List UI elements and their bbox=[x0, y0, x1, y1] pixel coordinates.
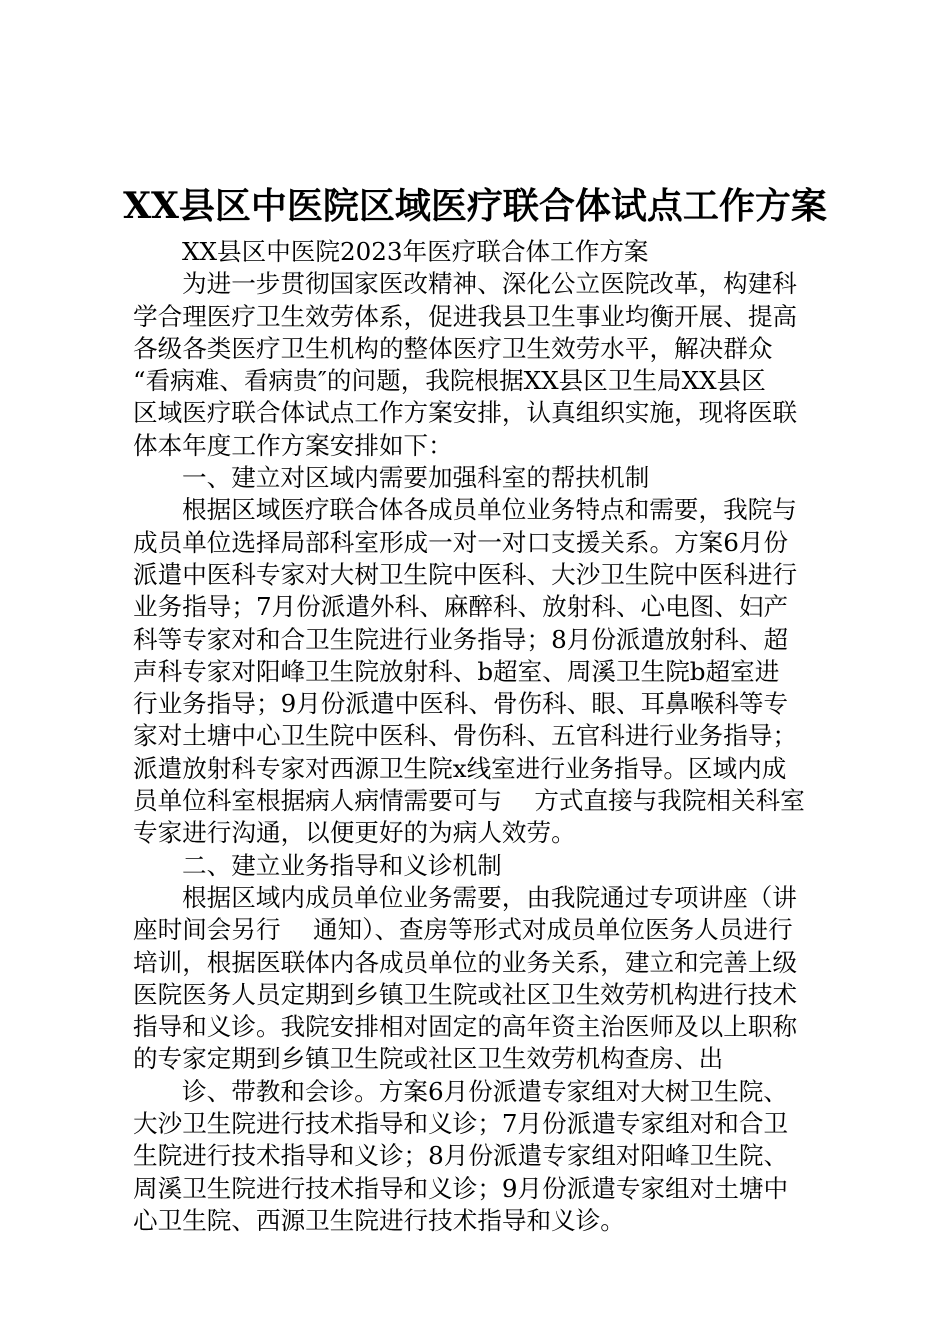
document-body bbox=[133, 236, 833, 1237]
paragraph-line: 成员单位选择局部科室形成一对一对口支援关系。方案6月份 bbox=[133, 527, 789, 557]
section-heading: 一、建立对区域内需要加强科室的帮扶机制 bbox=[182, 463, 650, 493]
section-heading: 二、建立业务指导和义诊机制 bbox=[182, 850, 502, 880]
paragraph-line: 根据区域内成员单位业务需要，由我院通过专项讲座（讲 bbox=[182, 882, 797, 912]
paragraph-line: 心卫生院、西源卫生院进行技术指导和义诊。 bbox=[133, 1205, 625, 1235]
paragraph-line: 业务指导；7月份派遣外科、麻醉科、放射科、心电图、妇产 bbox=[133, 592, 789, 622]
subtitle-line: XX县区中医院2023年医疗联合体工作方案 bbox=[182, 237, 649, 266]
paragraph-line: 周溪卫生院进行技术指导和义诊；9月份派遣专家组对土塘中 bbox=[133, 1173, 789, 1203]
paragraph-line: 指导和义诊。我院安排相对固定的高年资主治医师及以上职称 bbox=[133, 1012, 798, 1042]
paragraph-line: 大沙卫生院进行技术指导和义诊；7月份派遣专家组对和合卫 bbox=[133, 1109, 789, 1139]
document-title: XX县区中医院区域医疗联合体试点工作方案 bbox=[123, 185, 827, 227]
paragraph-line: 科等专家对和合卫生院进行业务指导；8月份派遣放射科、超 bbox=[133, 624, 789, 654]
paragraph-line: 员单位科室根据病人病情需要可与 方式直接与我院相关科室 bbox=[133, 786, 805, 816]
paragraph-line: 专家进行沟通，以便更好的为病人效劳。 bbox=[133, 818, 576, 848]
paragraph-line: “看病难、看病贵″的问题，我院根据XX县区卫生局XX县区 bbox=[133, 366, 766, 396]
paragraph-line: 诊、带教和会诊。方案6月份派遣专家组对大树卫生院、 bbox=[182, 1076, 788, 1106]
paragraph-line: 生院进行技术指导和义诊；8月份派遣专家组对阳峰卫生院、 bbox=[133, 1141, 789, 1171]
paragraph-line: 各级各类医疗卫生机构的整体医疗卫生效劳水平，解决群众 bbox=[133, 333, 773, 363]
paragraph-line: 声科专家对阳峰卫生院放射科、b超室、周溪卫生院b超室进 bbox=[133, 656, 780, 686]
paragraph-line: 区域医疗联合体试点工作方案安排，认真组织实施，现将医联 bbox=[133, 398, 798, 428]
paragraph-line: 派遣中医科专家对大树卫生院中医科、大沙卫生院中医科进行 bbox=[133, 559, 798, 589]
paragraph-line: 根据区域医疗联合体各成员单位业务特点和需要，我院与 bbox=[182, 495, 797, 525]
paragraph-line: 座时间会另行 通知）、查房等形式对成员单位医务人员进行 bbox=[133, 915, 793, 945]
paragraph-line: 行业务指导；9月份派遣中医科、骨伤科、眼、耳鼻喉科等专 bbox=[133, 689, 789, 719]
paragraph-line: 派遣放射科专家对西源卫生院x线室进行业务指导。区域内成 bbox=[133, 753, 787, 783]
paragraph-line: 的专家定期到乡镇卫生院或社区卫生效劳机构查房、出 bbox=[133, 1044, 724, 1074]
paragraph-line: 为进一步贯彻国家医改精神、深化公立医院改革，构建科 bbox=[182, 269, 797, 299]
paragraph-line: 培训，根据医联体内各成员单位的业务关系，建立和完善上级 bbox=[133, 947, 798, 977]
paragraph-line: 家对土塘中心卫生院中医科、骨伤科、五官科进行业务指导； bbox=[133, 721, 798, 751]
paragraph-line: 体本年度工作方案安排如下： bbox=[133, 430, 453, 460]
paragraph-line: 医院医务人员定期到乡镇卫生院或社区卫生效劳机构进行技术 bbox=[133, 979, 798, 1009]
paragraph-line: 学合理医疗卫生效劳体系，促进我县卫生事业均衡开展、提高 bbox=[133, 301, 798, 331]
